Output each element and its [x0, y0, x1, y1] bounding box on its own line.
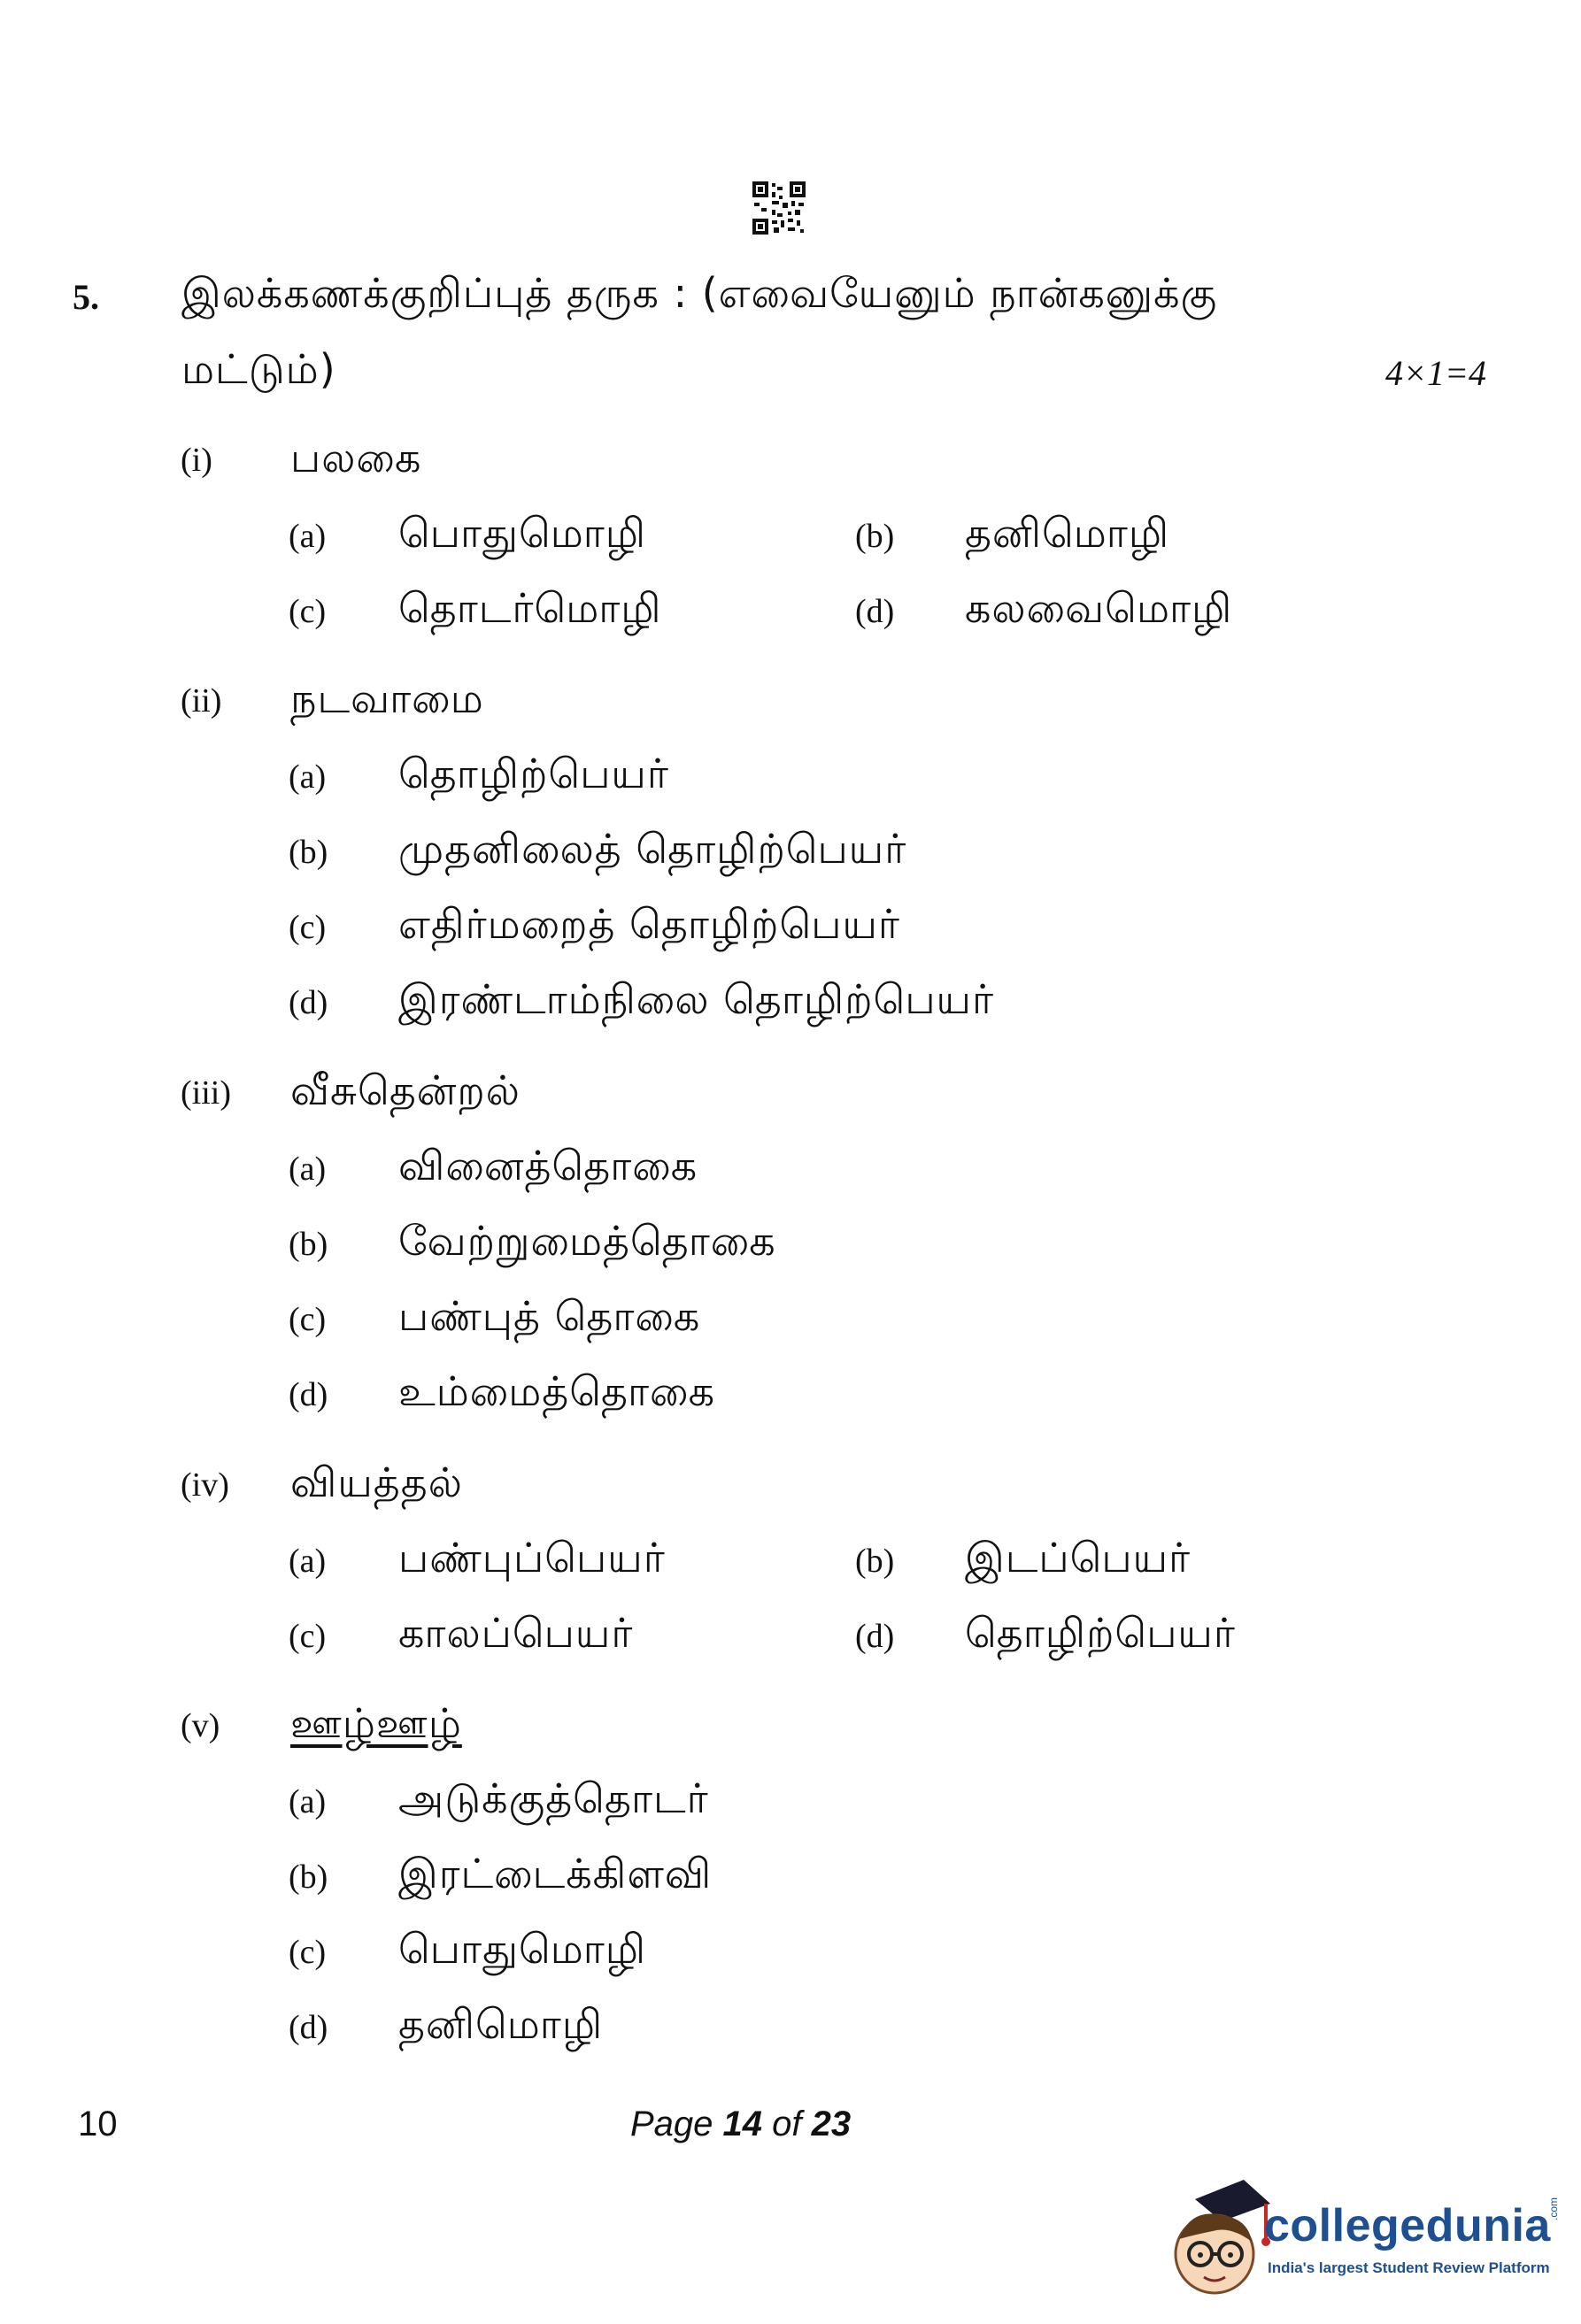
option-label: (a) — [289, 1543, 327, 1580]
option-label: (d) — [289, 984, 328, 1021]
option-label: (b) — [855, 1543, 895, 1580]
page-of: of — [772, 2105, 802, 2143]
option-label: (b) — [289, 1226, 328, 1263]
option-text: பண்புப்பெயர் — [398, 1534, 666, 1581]
subquestion-label: (i) — [181, 442, 212, 479]
option-text: பொதுமொழி — [398, 509, 647, 557]
option-label: (d) — [289, 1376, 328, 1413]
option-label: (d) — [855, 593, 895, 630]
page-current: 14 — [722, 2105, 763, 2143]
option-text: எதிர்மறைத் தொழிற்பெயர் — [398, 900, 900, 948]
question-text-line2: மட்டும்) — [181, 345, 336, 393]
option-label: (d) — [289, 2009, 328, 2046]
option-text: வினைத்தொகை — [398, 1142, 698, 1189]
option-text: இரண்டாம்நிலை தொழிற்பெயர் — [398, 975, 995, 1023]
option-label: (a) — [289, 758, 327, 796]
subquestion-label: (v) — [181, 1707, 220, 1744]
student-mascot-icon — [1160, 2173, 1275, 2314]
subquestion-word: வீசுதென்றல் — [290, 1066, 521, 1114]
question-number: 5. — [73, 277, 99, 317]
option-label: (a) — [289, 518, 327, 555]
option-label: (c) — [289, 593, 327, 630]
option-label: (a) — [289, 1783, 327, 1820]
subquestion-word: நடவாமை — [290, 674, 484, 722]
question-text-line1: இலக்கணக்குறிப்புத் தருக : (எவையேனும் நான்கனுக்கு — [181, 269, 1218, 317]
option-text: தொடர்மொழி — [398, 584, 662, 632]
option-text: காலப்பெயர் — [398, 1609, 634, 1657]
option-text: இடப்பெயர் — [965, 1534, 1192, 1581]
paper-code: 10 — [78, 2105, 118, 2143]
option-text: பண்புத் தொகை — [398, 1292, 701, 1340]
option-text: பொதுமொழி — [398, 1925, 647, 1973]
option-label: (b) — [855, 518, 895, 555]
option-text: தனிமொழி — [965, 509, 1170, 557]
option-text: முதனிலைத் தொழிற்பெயர் — [398, 825, 907, 873]
page-indicator — [630, 2105, 851, 2144]
option-label: (c) — [289, 909, 327, 946]
subquestion-label: (iii) — [181, 1074, 231, 1112]
subquestion-word: பலகை — [290, 434, 422, 481]
option-text: தனிமொழி — [398, 2000, 604, 2048]
page-total: 23 — [811, 2105, 852, 2143]
option-label: (c) — [289, 1618, 327, 1655]
brand-name: collegedunia — [1264, 2200, 1551, 2251]
option-text: வேற்றுமைத்தொகை — [398, 1217, 776, 1265]
subquestion-label: (iv) — [181, 1466, 229, 1504]
option-text: தொழிற்பெயர் — [965, 1609, 1236, 1657]
option-label: (c) — [289, 1301, 327, 1338]
qr-code-icon — [752, 181, 806, 235]
subquestion-label: (ii) — [181, 682, 222, 720]
option-text: இரட்டைக்கிளவி — [398, 1850, 713, 1897]
collegedunia-logo — [1160, 2173, 1567, 2314]
option-label: (a) — [289, 1150, 327, 1188]
option-label: (b) — [289, 1858, 328, 1896]
option-text: அடுக்குத்தொடர் — [398, 1774, 709, 1822]
page-word: Page — [630, 2105, 713, 2143]
option-text: கலவைமொழி — [965, 584, 1233, 632]
option-label: (d) — [855, 1618, 895, 1655]
brand-suffix: .com — [1547, 2197, 1560, 2220]
marks-allocation: 4×1=4 — [1385, 353, 1486, 393]
option-text: தொழிற்பெயர் — [398, 750, 669, 797]
brand-tagline: India's largest Student Review Platform — [1268, 2259, 1550, 2276]
option-text: உம்மைத்தொகை — [398, 1367, 716, 1415]
subquestion-word: ஊழ்ஊழ் — [290, 1699, 462, 1747]
option-label: (b) — [289, 834, 328, 871]
option-label: (c) — [289, 1934, 327, 1971]
subquestion-word: வியத்தல் — [290, 1458, 463, 1506]
